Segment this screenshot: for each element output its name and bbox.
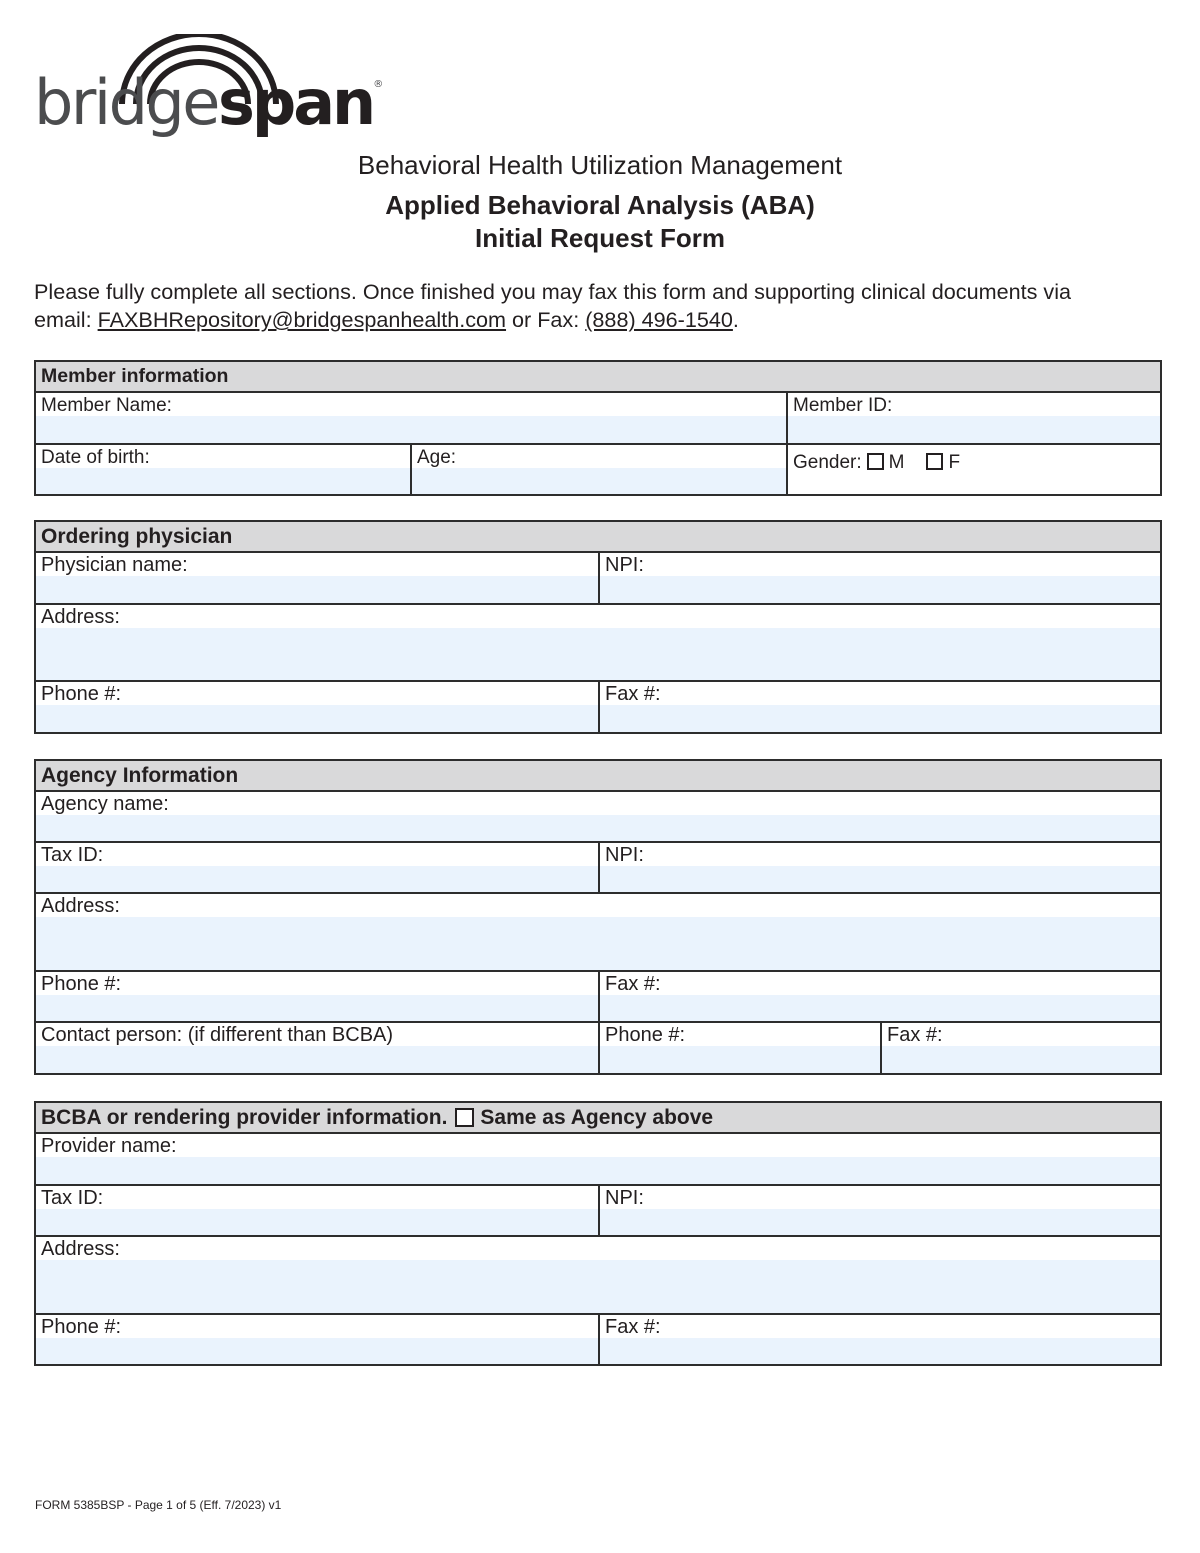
fax-number-link[interactable]: (888) 496-1540 (585, 307, 733, 332)
agency-phone-field[interactable]: Phone #: (36, 972, 600, 1021)
agency-address-field[interactable]: Address: (36, 894, 1160, 970)
agency-fax-field[interactable]: Fax #: (600, 972, 1160, 1021)
gender-field: Gender: M F (788, 445, 1160, 494)
agency-name-field[interactable]: Agency name: (36, 792, 1160, 841)
physician-phone-field[interactable]: Phone #: (36, 682, 600, 732)
gender-f-checkbox[interactable] (926, 453, 943, 470)
age-field[interactable]: Age: (412, 445, 788, 494)
provider-fax-field[interactable]: Fax #: (600, 1315, 1160, 1364)
section-heading: Agency Information (36, 761, 1160, 792)
section-heading: Member information (36, 362, 1160, 393)
form-title-line2: Initial Request Form (475, 223, 725, 253)
section-heading: Ordering physician (36, 522, 1160, 553)
contact-person-field[interactable]: Contact person: (if different than BCBA) (36, 1023, 600, 1073)
provider-address-field[interactable]: Address: (36, 1237, 1160, 1313)
agency-tax-id-field[interactable]: Tax ID: (36, 843, 600, 892)
contact-phone-field[interactable]: Phone #: (600, 1023, 882, 1073)
provider-name-field[interactable]: Provider name: (36, 1134, 1160, 1184)
date-of-birth-field[interactable]: Date of birth: (36, 445, 412, 494)
provider-npi-field[interactable]: NPI: (600, 1186, 1160, 1235)
physician-npi-field[interactable]: NPI: (600, 553, 1160, 603)
member-name-field[interactable]: Member Name: (36, 393, 788, 443)
section-heading: BCBA or rendering provider information. Same as Agency above (36, 1103, 1160, 1134)
form-title: Applied Behavioral Analysis (ABA) (385, 190, 815, 220)
member-id-field[interactable]: Member ID: (788, 393, 1160, 443)
logo-wordmark: bridgespan® (34, 66, 381, 139)
form-subtitle: Behavioral Health Utilization Management (357, 150, 843, 180)
agency-information-section (34, 759, 1162, 1075)
email-link[interactable]: FAXBHRepository@bridgespanhealth.com (97, 307, 507, 332)
physician-address-field[interactable]: Address: (36, 605, 1160, 680)
bridgespan-logo (34, 34, 381, 146)
physician-fax-field[interactable]: Fax #: (600, 682, 1160, 732)
instructions: Please fully complete all sections. Once finished you may fax this form and supporting clinical documents via email: FAXBHRepository@bridgespanhealth.com or Fax: (888) 496-1540. (34, 279, 1072, 332)
form-footer: FORM 5385BSP - Page 1 of 5 (Eff. 7/2023) v1 (35, 1498, 282, 1512)
rendering-provider-section (34, 1101, 1162, 1366)
provider-tax-id-field[interactable]: Tax ID: (36, 1186, 600, 1235)
gender-m-checkbox[interactable] (867, 453, 884, 470)
contact-fax-field[interactable]: Fax #: (882, 1023, 1160, 1073)
same-as-agency-checkbox[interactable] (455, 1108, 474, 1127)
ordering-physician-section (34, 520, 1162, 734)
member-information-section (34, 360, 1162, 496)
physician-name-field[interactable]: Physician name: (36, 553, 600, 603)
agency-npi-field[interactable]: NPI: (600, 843, 1160, 892)
provider-phone-field[interactable]: Phone #: (36, 1315, 600, 1364)
